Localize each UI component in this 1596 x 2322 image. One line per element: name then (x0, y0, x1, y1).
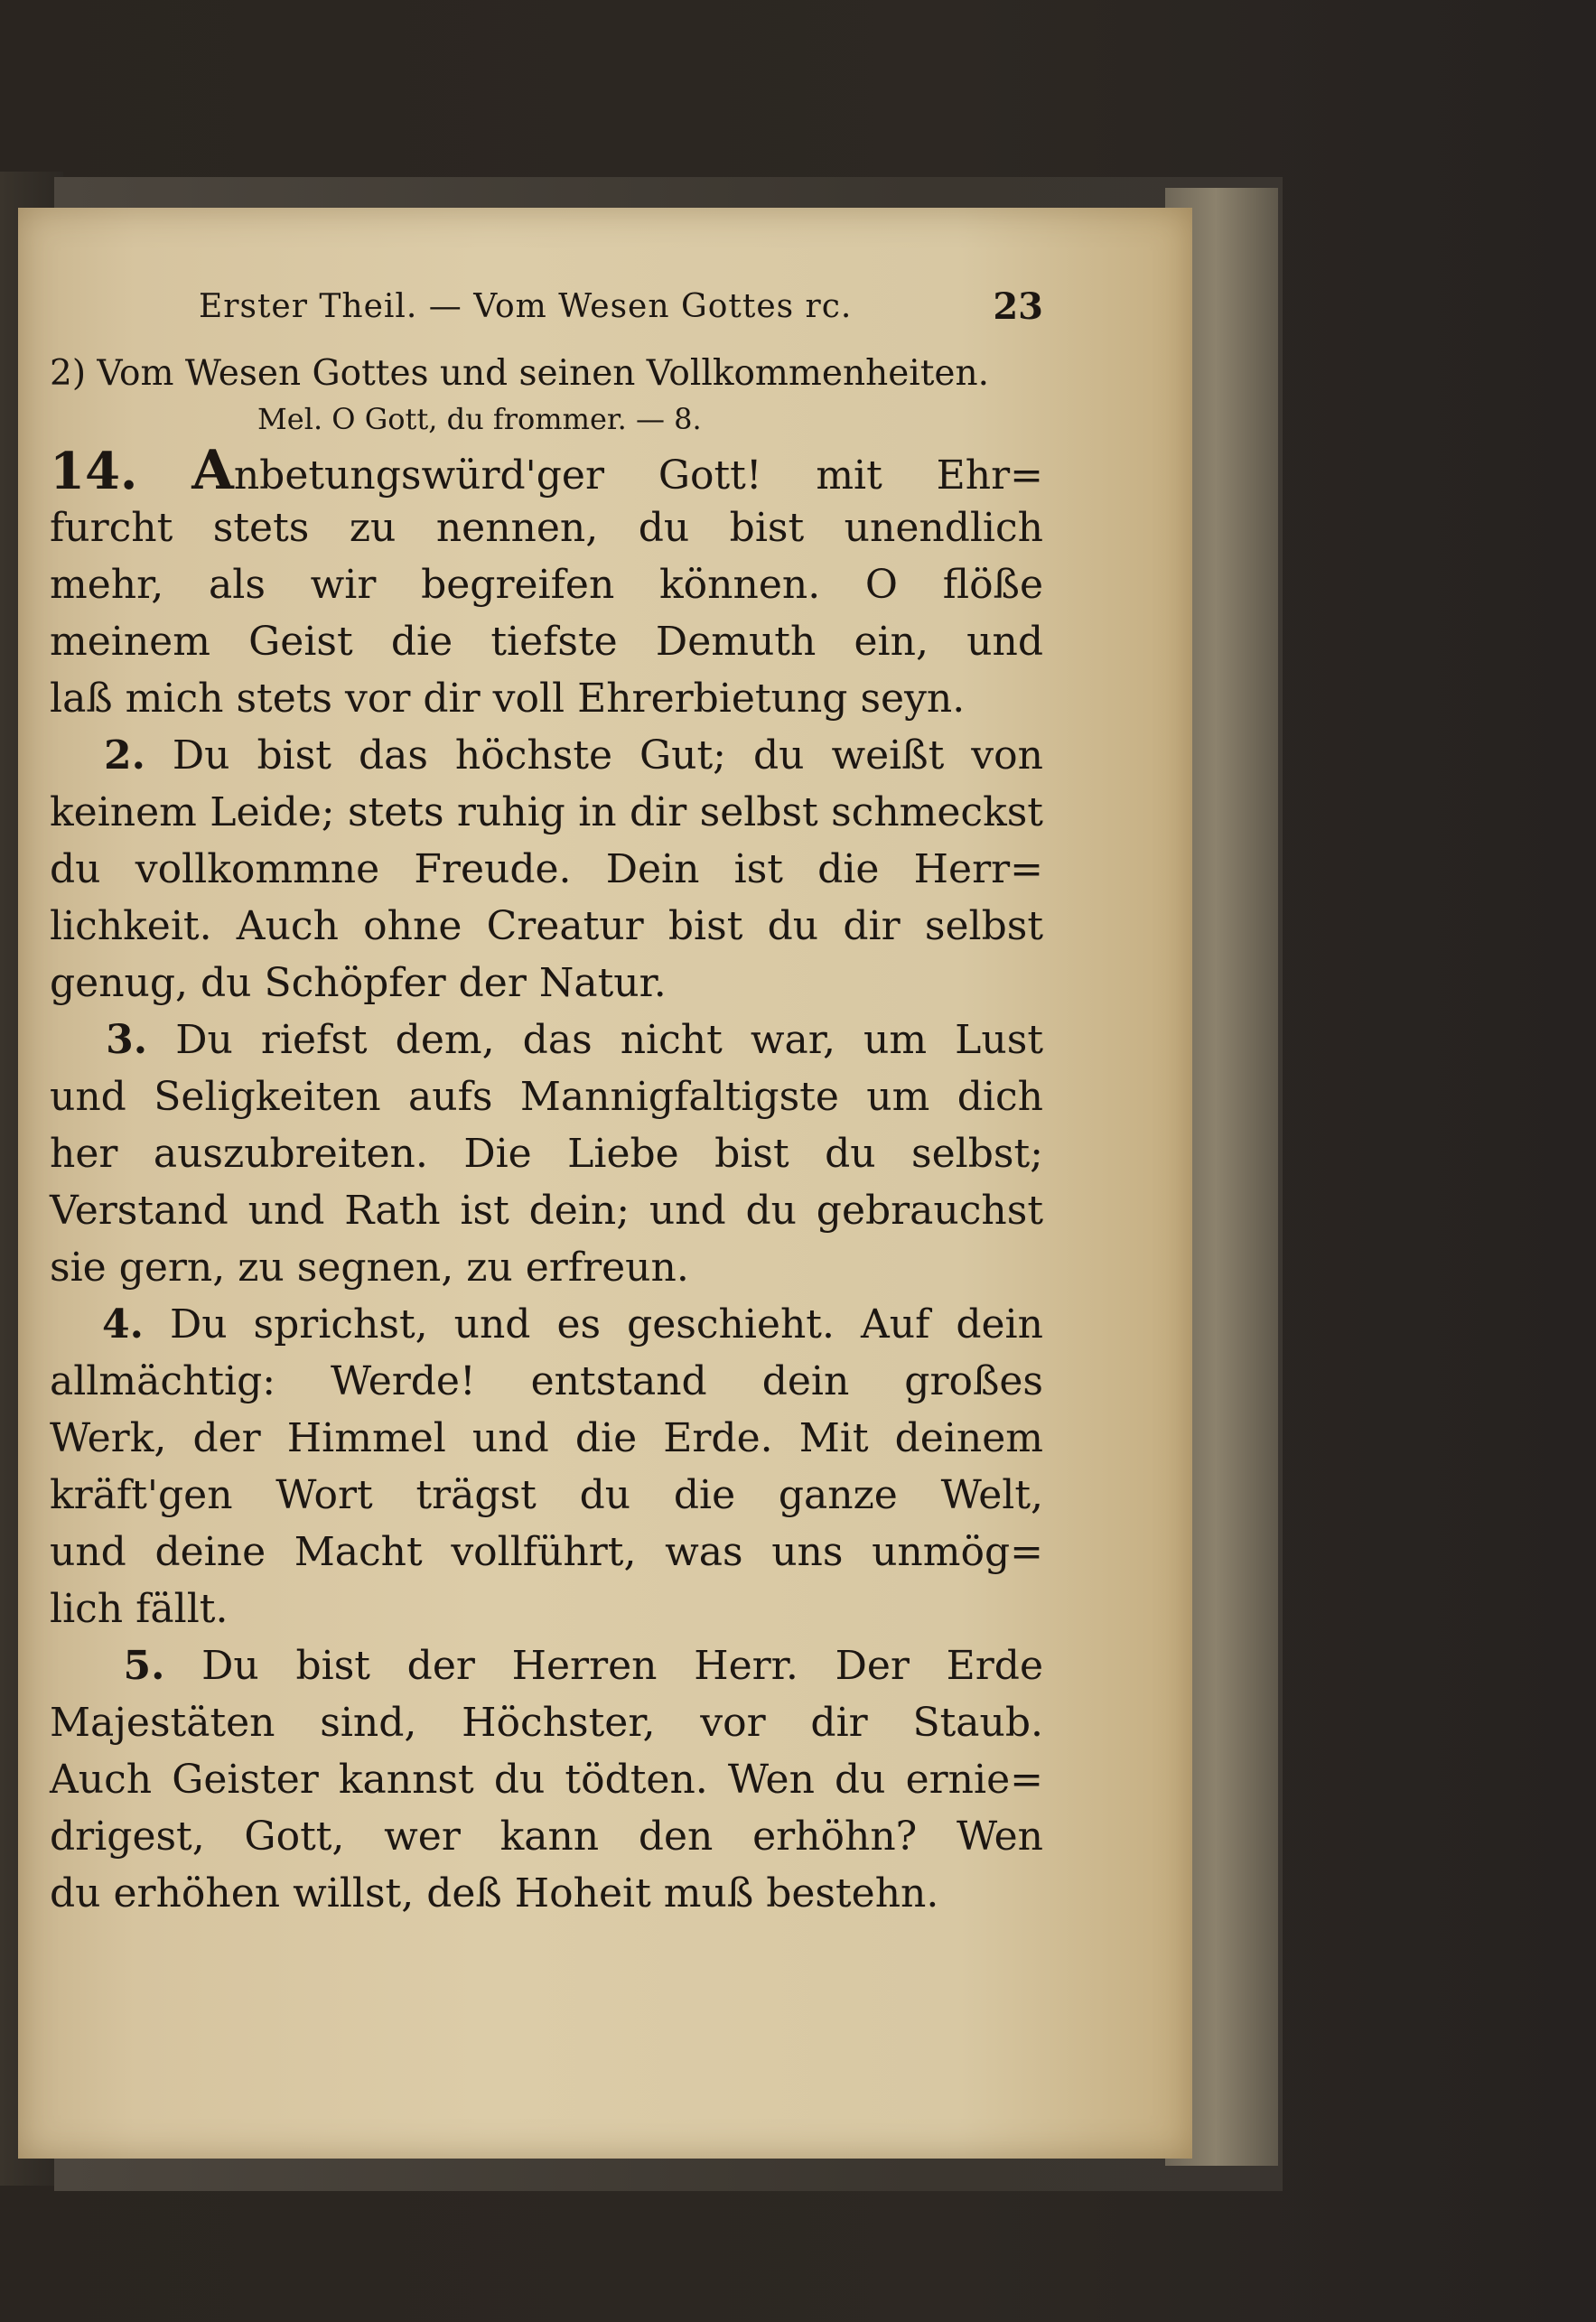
verse-line: Werk, der Himmel und die Erde. Mit deinem (50, 1415, 1043, 1461)
drop-cap: A (191, 439, 234, 502)
verse-number: 4. (102, 1301, 144, 1348)
verse-line: Auch Geister kannst du tödten. Wen du ernie= (50, 1757, 1043, 1803)
verse-line: du vollkommne Freude. Dein ist die Herr= (50, 846, 1043, 892)
verse-line: her auszubreiten. Die Liebe bist du selbst; (50, 1131, 1043, 1177)
verse-line: kräft'gen Wort trägst du die ganze Welt, (50, 1472, 1043, 1518)
verse-line: keinem Leide; stets ruhig in dir selbst schmeckst (50, 789, 1043, 835)
verse-line: furcht stets zu nennen, du bist unendlich (50, 505, 1043, 551)
verse-number: 3. (106, 1017, 148, 1063)
section-title: 2) Vom Wesen Gottes und seinen Vollkommenheiten. (50, 353, 990, 394)
verse-number: 5. (123, 1643, 165, 1689)
verse-line: allmächtig: Werde! entstand dein großes (50, 1358, 1043, 1404)
verse-line: 3. Du riefst dem, das nicht war, um Lust (106, 1017, 1043, 1063)
verse-number: 2. (103, 732, 145, 779)
verse-line: genug, du Schöpfer der Natur. (50, 960, 667, 1006)
verse-line: lich fällt. (50, 1586, 229, 1632)
verse-line: Verstand und Rath ist dein; und du gebrauchst (50, 1188, 1043, 1234)
verse-line: 14. Anbetungswürd'ger Gott! mit Ehr= (50, 439, 1043, 502)
running-title: Erster Theil. — Vom Wesen Gottes rc. (199, 288, 853, 325)
hymn-text (50, 439, 1043, 1922)
page-content (50, 287, 1043, 1922)
verse-line: 2. Du bist das höchste Gut; du weißt von (103, 732, 1043, 779)
verse-line: laß mich stets vor dir voll Ehrerbietung seyn. (50, 676, 966, 722)
verse-line: drigest, Gott, wer kann den erhöhn? Wen (50, 1814, 1043, 1860)
verse-line: und Seligkeiten aufs Mannigfaltigste um dich (50, 1074, 1043, 1120)
verse-line: 5. Du bist der Herren Herr. Der Erde (123, 1643, 1043, 1689)
verse-line: du erhöhen willst, deß Hoheit muß bestehn. (50, 1870, 939, 1916)
verse-line: Majestäten sind, Höchster, vor dir Staub. (50, 1700, 1043, 1746)
verse-line: meinem Geist die tiefste Demuth ein, und (50, 619, 1043, 665)
verse-line: mehr, als wir begreifen können. O flöße (50, 562, 1043, 608)
verse-line: 4. Du sprichst, und es geschieht. Auf dein (102, 1301, 1043, 1348)
hymn-number: 14. (50, 442, 138, 501)
page-number: 23 (993, 285, 1043, 328)
verse-line: sie gern, zu segnen, zu erfreun. (50, 1245, 689, 1291)
verse-line: und deine Macht vollführt, was uns unmög= (50, 1529, 1043, 1575)
melody-indication: Mel. O Gott, du frommer. — 8. (257, 402, 702, 436)
verse-line: lichkeit. Auch ohne Creatur bist du dir selbst (50, 903, 1043, 949)
running-head (50, 287, 1043, 327)
